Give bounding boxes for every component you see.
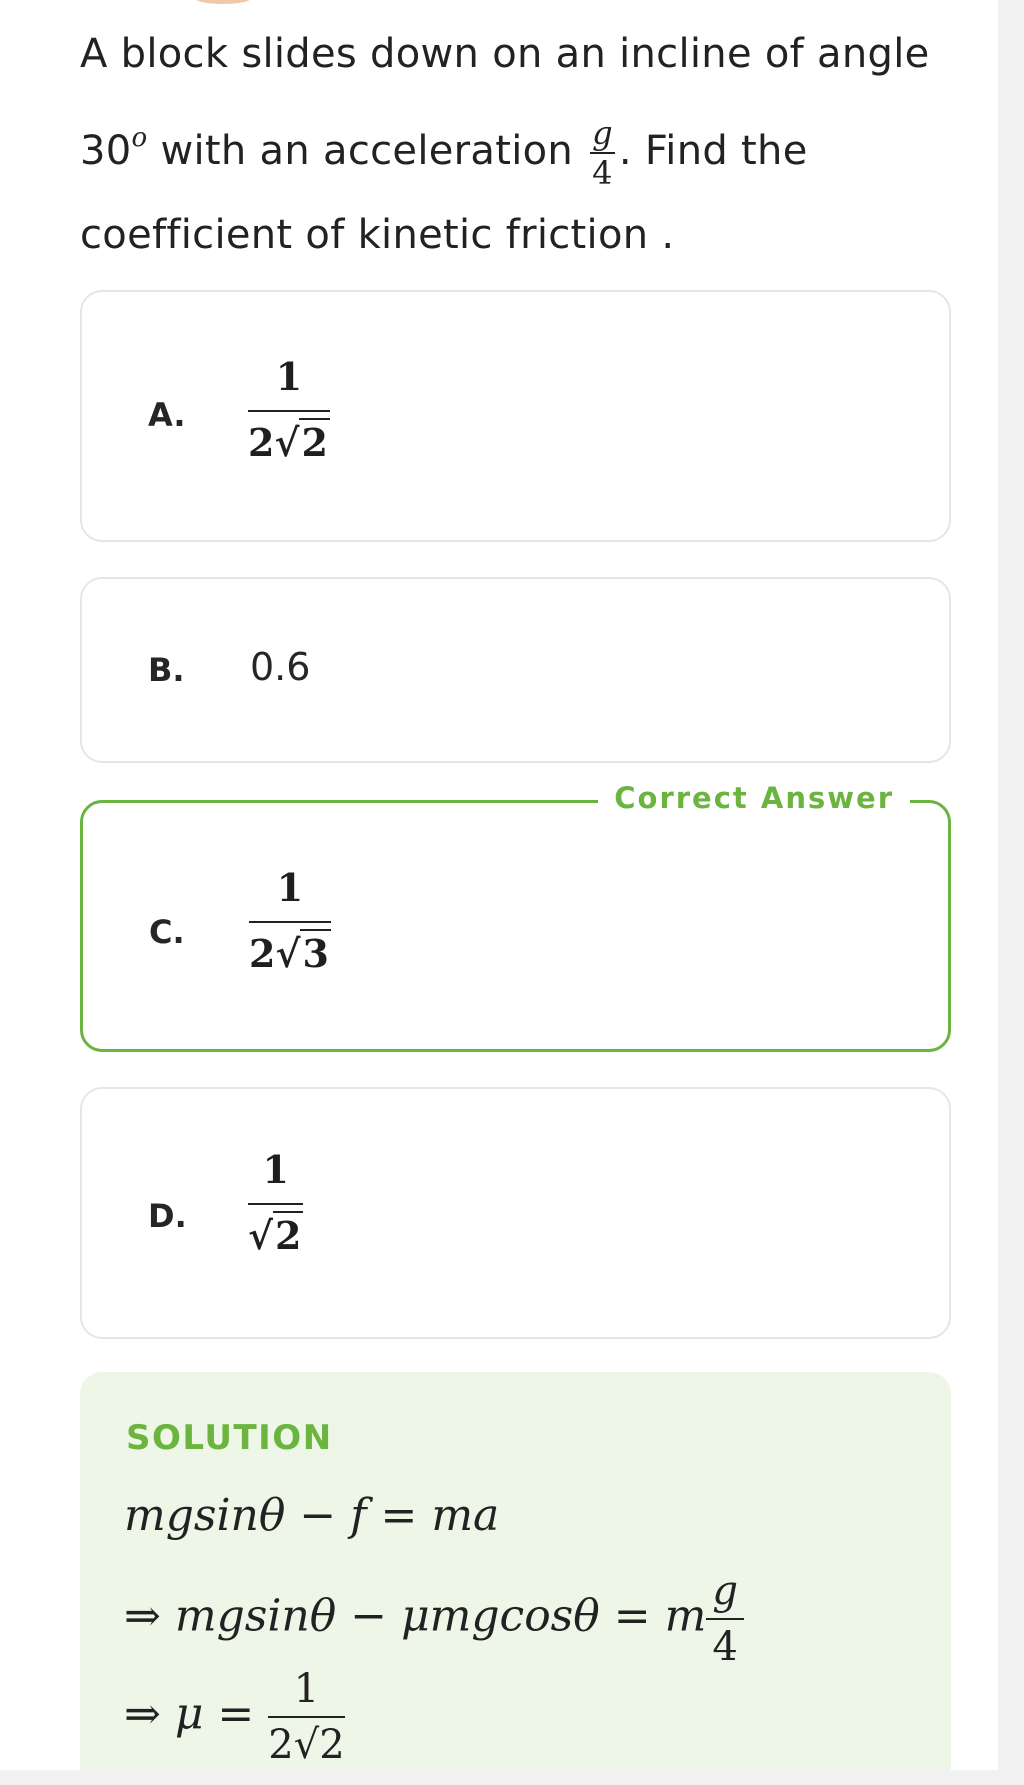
option-c[interactable] — [80, 781, 951, 1052]
square-root: √3 — [275, 931, 329, 976]
solution-equation-3 — [124, 1666, 345, 1768]
solution-equation-1: mgsinθ − f = ma — [124, 1490, 500, 1541]
correct-answer-label: Correct Answer — [598, 781, 910, 815]
option-letter: D. — [148, 1197, 187, 1235]
option-fraction — [248, 1147, 303, 1259]
degree-superscript: o — [131, 123, 148, 153]
square-root: √2 — [248, 1213, 302, 1258]
solution-title: SOLUTION — [126, 1418, 333, 1458]
fraction-numerator: 1 — [249, 865, 331, 923]
fraction-denominator — [249, 923, 331, 977]
acceleration-fraction — [590, 115, 615, 191]
fraction-denominator: 4 — [712, 1624, 738, 1670]
question-text-part3: . Find the coefficient of kinetic friction . — [80, 128, 808, 258]
fraction-denominator — [248, 412, 330, 466]
option-letter: C. — [149, 913, 185, 951]
fraction-numerator: 1 — [248, 354, 330, 412]
fraction-denominator — [248, 1205, 303, 1259]
equation-3-text: ⇒ μ = — [124, 1688, 269, 1740]
equation-2-fraction — [706, 1568, 744, 1670]
option-value: 0.6 — [250, 645, 311, 689]
option-a[interactable] — [80, 290, 951, 542]
option-letter: B. — [148, 651, 185, 689]
option-fraction — [249, 865, 331, 977]
acceleration-denominator: 4 — [592, 154, 613, 192]
question-text-part2: with an acceleration — [147, 128, 587, 174]
option-d[interactable] — [80, 1087, 951, 1339]
radicand: 2 — [301, 420, 328, 465]
acceleration-numerator: g — [592, 114, 613, 152]
option-b[interactable] — [80, 577, 951, 763]
solution-panel — [80, 1372, 951, 1770]
equation-3-fraction — [268, 1666, 344, 1768]
equation-2-text: ⇒ mgsinθ − μmgcosθ = m — [124, 1590, 707, 1642]
denominator-coefficient: 2 — [249, 931, 276, 976]
denominator-coefficient: 2 — [248, 420, 275, 465]
radicand: 2 — [274, 1213, 302, 1258]
fraction-denominator: 2√2 — [268, 1722, 345, 1768]
solution-equation-2 — [124, 1568, 744, 1670]
question-text — [80, 12, 940, 277]
fraction-numerator: 1 — [248, 1147, 303, 1205]
question-text-part1: A block slides down on an incline of angle 30 — [80, 31, 930, 174]
fraction-numerator: g — [706, 1568, 744, 1620]
top-accent-decoration — [196, 0, 250, 4]
radicand: 3 — [302, 931, 329, 976]
square-root: √2 — [274, 420, 328, 465]
fraction-numerator: 1 — [268, 1666, 344, 1718]
option-fraction — [248, 354, 330, 466]
option-letter: A. — [148, 396, 186, 434]
